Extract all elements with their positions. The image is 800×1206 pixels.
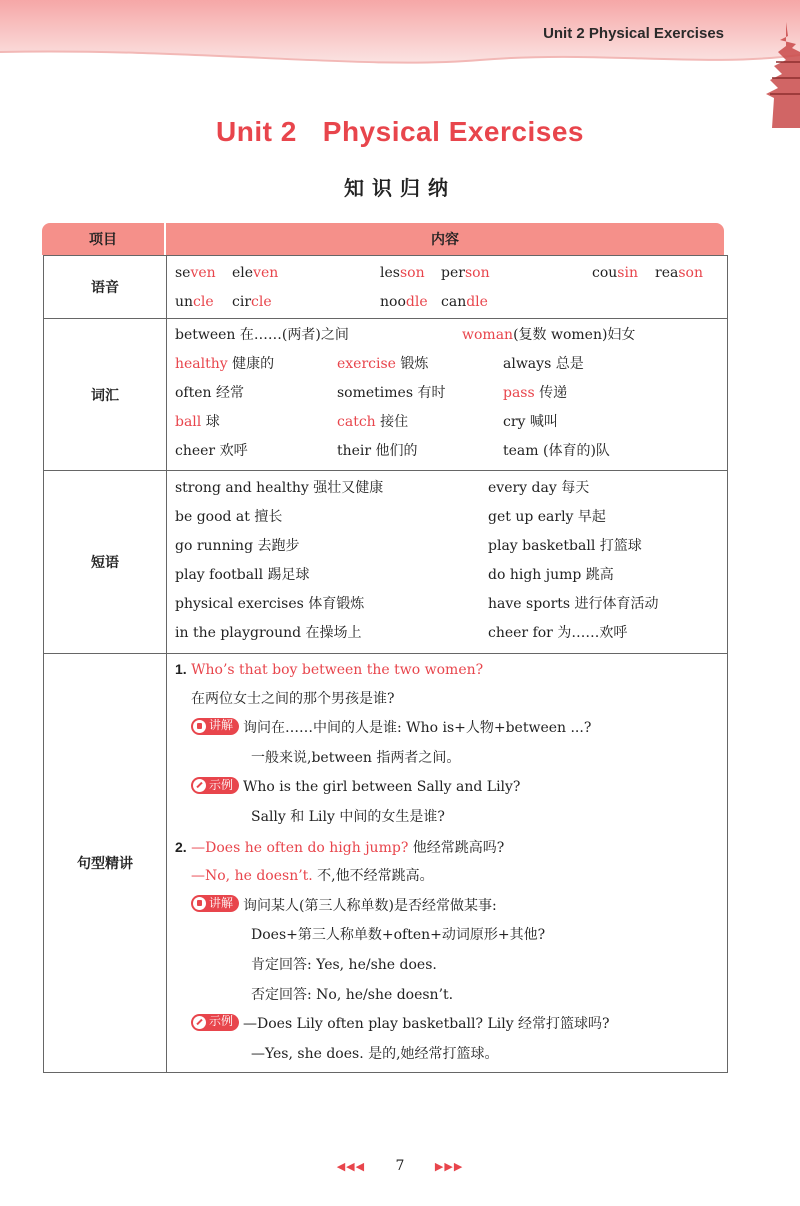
vocab-item: between 在……(两者)之间 [175, 327, 349, 343]
page-title: Unit 2 Physical Exercises [216, 116, 584, 147]
row-label: 词汇 [44, 319, 167, 470]
vocab-item: sometimes 有时 [337, 385, 446, 401]
row-label: 短语 [44, 471, 167, 653]
vocab-item: pass 传递 [503, 385, 568, 401]
knowledge-table [43, 255, 728, 1073]
column-header-item: 项目 [42, 223, 164, 255]
phrase-item: be good at 擅长 [175, 509, 283, 525]
prev-arrows-icon: ◀◀◀ [336, 1160, 366, 1173]
phonics-word: cousin [592, 265, 638, 281]
phonics-word: eleven [232, 265, 279, 281]
phrase-item: cheer for 为……欢呼 [488, 625, 628, 641]
phonics-word: lesson [380, 265, 425, 281]
header-banner [0, 0, 800, 120]
vocab-item: always 总是 [503, 356, 584, 372]
row-label: 语音 [44, 256, 167, 318]
explanation: 讲解 询问在……中间的人是谁: Who is+人物+between ...? [175, 714, 727, 744]
explain-badge: 讲解 [191, 895, 239, 912]
sentences-row [44, 654, 727, 1072]
sentence-2-answer: —No, he doesn’t. 不,他不经常跳高。 [191, 868, 434, 885]
pronunciation-row [44, 256, 727, 319]
vocab-item: team (体育的)队 [503, 443, 610, 459]
vocab-item: healthy 健康的 [175, 356, 275, 372]
phrase-item: physical exercises 体育锻炼 [175, 596, 365, 612]
example-translation: —Yes, she does. 是的,她经常打篮球。 [251, 1045, 499, 1062]
explanation-text: 否定回答: No, he/she doesn’t. [251, 986, 454, 1003]
vocab-item: their 他们的 [337, 443, 418, 459]
column-header-content: 内容 [166, 223, 724, 255]
phonics-word: noodle [380, 294, 428, 310]
example-badge: 示例 [191, 777, 239, 794]
phonics-word: uncle [175, 294, 214, 310]
sentence-2: 2. —Does he often do high jump? 他经常跳高吗? [175, 838, 505, 856]
running-header-title: Unit 2 Physical Exercises [543, 25, 724, 42]
example-badge: 示例 [191, 1014, 239, 1031]
explanation-text: 一般来说,between 指两者之间。 [251, 749, 461, 766]
sentence-1: 1. Who’s that boy between the two women? [175, 661, 484, 678]
example-translation: Sally 和 Lily 中间的女生是谁? [251, 808, 445, 825]
page-footer [0, 1158, 800, 1174]
phrase-item: in the playground 在操场上 [175, 625, 362, 641]
phrase-item: play basketball 打篮球 [488, 538, 642, 554]
phrase-item: strong and healthy 强壮又健康 [175, 480, 384, 496]
explanation-text: Does+第三人称单数+often+动词原形+其他? [251, 927, 546, 944]
phrase-item: get up early 早起 [488, 509, 606, 525]
row-label: 句型精讲 [44, 654, 167, 1072]
explain-badge: 讲解 [191, 718, 239, 735]
phonics-word: reason [655, 265, 703, 281]
next-arrows-icon: ▶▶▶ [434, 1160, 464, 1173]
vocab-item: often 经常 [175, 385, 244, 401]
explanation-text: 肯定回答: Yes, he/she does. [251, 956, 437, 973]
phrases-row [44, 471, 727, 654]
section-subtitle: 知识归纳 [344, 176, 456, 200]
phonics-word: seven [175, 265, 216, 281]
phrase-item: have sports 进行体育活动 [488, 596, 659, 612]
vocabulary-row [44, 319, 727, 471]
sentence-1-translation: 在两位女士之间的那个男孩是谁? [191, 690, 395, 707]
example: 示例 —Does Lily often play basketball? Lily 经常打篮球吗? [175, 1010, 727, 1040]
phrase-item: do high jump 跳高 [488, 567, 614, 583]
phrase-item: play football 踢足球 [175, 567, 310, 583]
vocab-item: catch 接住 [337, 414, 409, 430]
vocab-item: cheer 欢呼 [175, 443, 248, 459]
phonics-word: person [441, 265, 490, 281]
page-number: 7 [395, 1158, 405, 1174]
pagoda-icon [752, 18, 800, 128]
phonics-word: circle [232, 294, 272, 310]
vocab-item: exercise 锻炼 [337, 356, 429, 372]
phonics-word: candle [441, 294, 488, 310]
phrase-item: go running 去跑步 [175, 538, 300, 554]
vocab-item: ball 球 [175, 414, 220, 430]
example: 示例 Who is the girl between Sally and Lily? [175, 773, 727, 803]
vocab-item: woman(复数 women)妇女 [462, 327, 636, 343]
phrase-item: every day 每天 [488, 480, 590, 496]
vocab-item: cry 喊叫 [503, 414, 558, 430]
explanation: 讲解 询问某人(第三人称单数)是否经常做某事: [175, 892, 727, 922]
